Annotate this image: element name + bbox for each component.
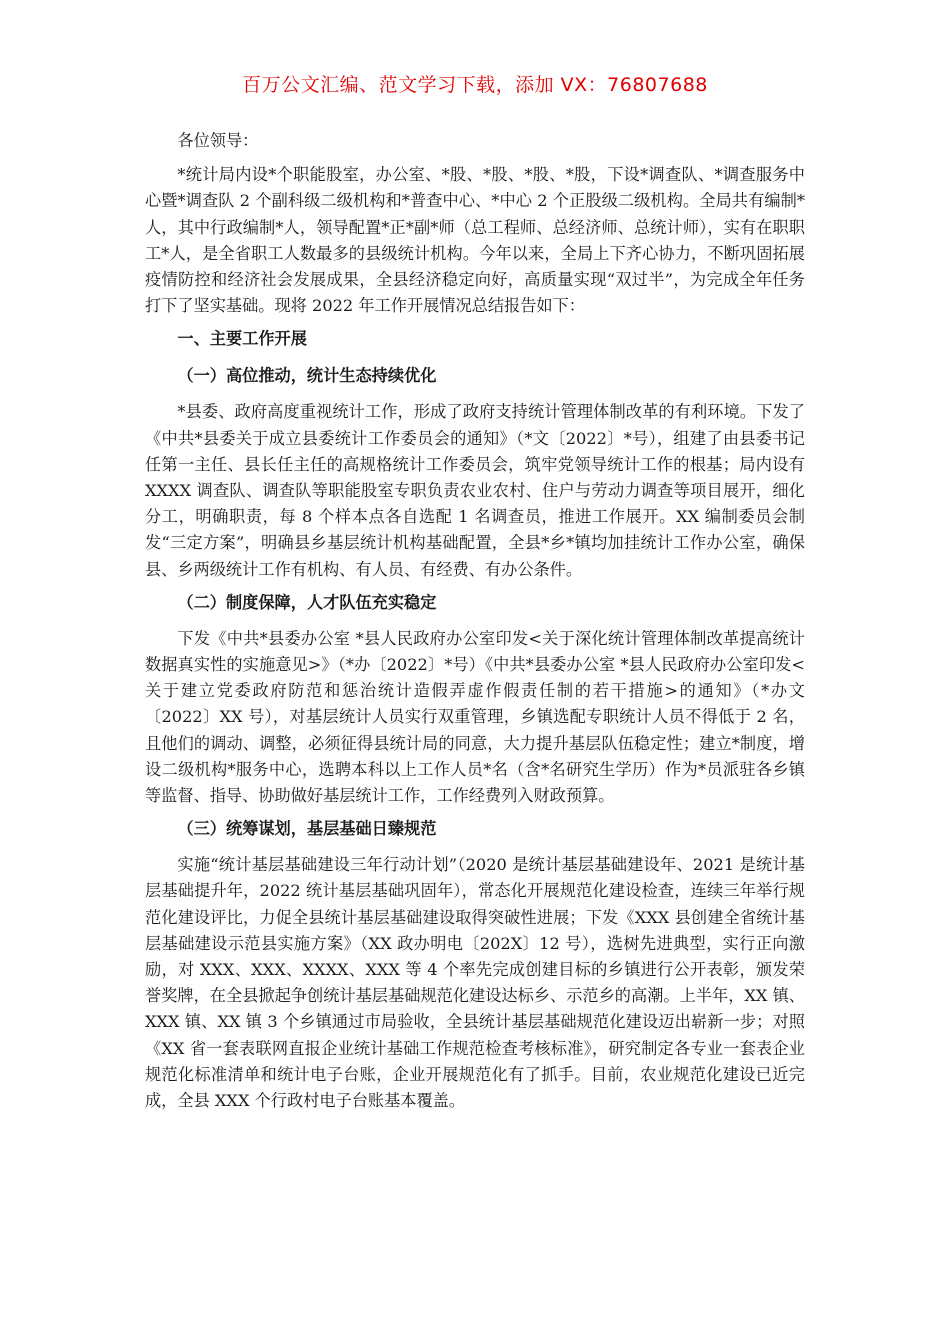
subsection-2-paragraph: 下发《中共*县委办公室 *县人民政府办公室印发<关于深化统计管理体制改革提高统计数据真实性的实施意见>》（*办〔2022〕*号）《中共*县委办公室 *县人民政府办公室印发<关于建立党委政府防范和惩治统计造假弄虚作假责任制的若干措施>的通知》（*办文〔2022〕XX 号），对基层统计人员实行双重管理，乡镇选配专职统计人员不得低于 2 名，且他们的调动、调整，必须征得县统计局的同意，大力提升基层队伍稳定性；建立*制度，增设二级机构*服务中心，选聘本科以上工作人员*名（含*名研究生学历）作为*员派驻各乡镇等监督、指导、协助做好基层统计工作，工作经费列入财政预算。 <box>145 628 805 806</box>
salutation: 各位领导： <box>177 131 259 150</box>
intro-paragraph: *统计局内设*个职能股室，办公室、*股、*股、*股、*股，下设*调查队、*调查服务中心暨*调查队 2 个副科级二级机构和*普查中心、*中心 2 个正股级二级机构。全局共有编制*人，其中行政编制*人，领导配置*正*副*师（总工程师、总经济师、总统计师），实有在职职工*人，是全省职工人数最多的县级统计机构。今年以来，全局上下齐心协力，不断巩固拓展疫情防控和经济社会发展成果，全县经济稳定向好，高质量实现“双过半”，为完成全年任务打下了坚实基础。现将 2022 年工作开展情况总结报告如下： <box>145 165 805 316</box>
subsection-heading-1: （一）高位推动，统计生态持续优化 <box>177 366 437 386</box>
section-heading-1: 一、主要工作开展 <box>177 329 307 349</box>
subsection-3-paragraph: 实施“统计基层基础建设三年行动计划”（2020 是统计基层基础建设年、2021 是统计基层基础提升年，2022 统计基层基础巩固年），常态化开展规范化建设检查，连续三年举行规范化建设评比，力促全县统计基层基础建设取得突破性进展；下发《XXX 县创建全省统计基层基础建设示范县实施方案》（XX 政办明电〔202X〕12 号），选树先进典型，实行正向激励，对 XXX、XXX、XXXX、XXX 等 4 个率先完成创建目标的乡镇进行公开表彰，颁发荣誉奖牌，在全县掀起争创统计基层基础规范化建设达标乡、示范乡的高潮。上半年，XX 镇、XXX 镇、XX 镇 3 个乡镇通过市局验收，全县统计基层基础规范化建设迈出崭新一步；对照《XX 省一套表联网直报企业统计基础工作规范检查考核标准》，研究制定各专业一套表企业规范化标准清单和统计电子台账，企业开展规范化有了抓手。目前，农业规范化建设已近完成，全县 XXX 个行政村电子台账基本覆盖。 <box>145 855 805 1111</box>
subsection-heading-2: （二）制度保障，人才队伍充实稳定 <box>177 592 437 612</box>
subsection-1-paragraph: *县委、政府高度重视统计工作，形成了政府支持统计管理体制改革的有利环境。下发了《中共*县委关于成立县委统计工作委员会的通知》（*文〔2022〕*号），组建了由县委书记任第一主任、县长任主任的高规格统计工作委员会，筑牢党领导统计工作的根基；局内设有 XXXX 调查队、调查队等职能股室专职负责农业农村、住户与劳动力调查等项目展开，细化分工，明确职责，每 8 个样本点各自选配 1 名调查员，推进工作展开。XX 编制委员会制发“三定方案”，明确县乡基层统计机构基础配置，全县*乡*镇均加挂统计工作办公室，确保县、乡两级统计工作有机构、有人员、有经费、有办公条件。 <box>145 402 805 579</box>
promo-banner: 百万公文汇编、范文学习下载，添加 VX：76807688 <box>242 74 708 96</box>
subsection-heading-3: （三）统筹谋划，基层基础日臻规范 <box>177 819 437 839</box>
document-body <box>145 128 805 1122</box>
